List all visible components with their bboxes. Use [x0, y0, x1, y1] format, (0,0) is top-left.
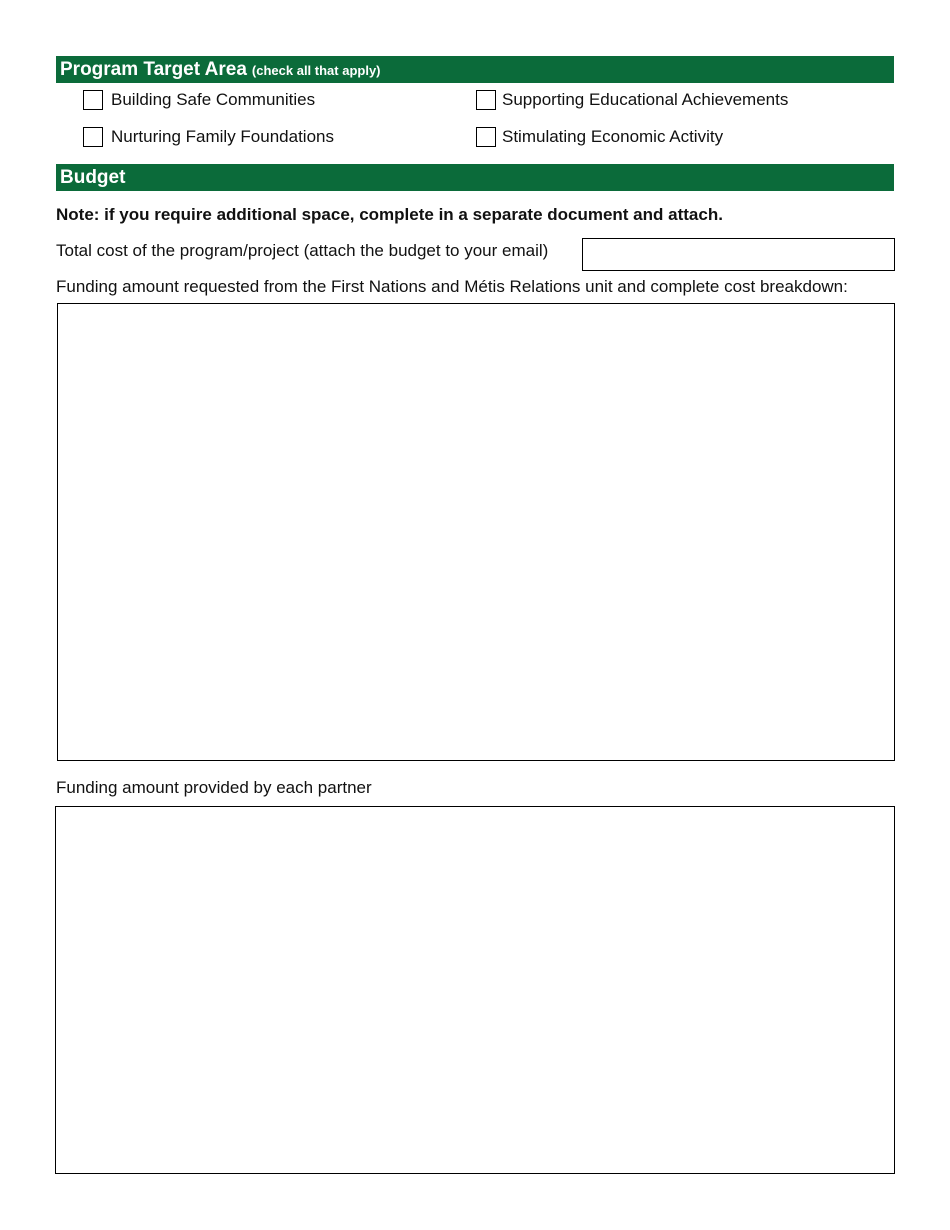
option-label: Stimulating Economic Activity: [502, 127, 724, 146]
funding-requested-textarea[interactable]: [57, 303, 895, 761]
program-target-area-header: [56, 56, 894, 83]
funding-requested-label: Funding amount requested from the First Nations and Métis Relations unit and complete cost breakdown:: [56, 277, 848, 296]
program-target-area-subtitle: (check all that apply): [251, 63, 381, 78]
checkbox-stimulating-economic-activity[interactable]: [476, 127, 496, 147]
total-cost-field[interactable]: [582, 238, 895, 271]
total-cost-label: Total cost of the program/project (attach the budget to your email): [56, 241, 549, 260]
option-label: Building Safe Communities: [111, 90, 316, 109]
option-building-safe-communities[interactable]: [83, 89, 315, 111]
partner-funding-textarea[interactable]: [55, 806, 895, 1174]
checkbox-nurturing-family-foundations[interactable]: [83, 127, 103, 147]
checkbox-building-safe-communities[interactable]: [83, 90, 103, 110]
option-label: Nurturing Family Foundations: [111, 127, 334, 146]
budget-note: Note: if you require additional space, complete in a separate document and attach.: [56, 205, 723, 224]
option-nurturing-family-foundations[interactable]: [83, 126, 334, 148]
checkbox-supporting-educational-achievements[interactable]: [476, 90, 496, 110]
budget-title: Budget: [60, 167, 126, 188]
option-supporting-educational-achievements[interactable]: [476, 89, 788, 111]
option-stimulating-economic-activity[interactable]: [476, 126, 723, 148]
partner-funding-label: Funding amount provided by each partner: [56, 778, 372, 797]
option-label: Supporting Educational Achievements: [502, 90, 789, 109]
budget-header: [56, 164, 894, 191]
program-target-area-title: Program Target Area: [60, 59, 247, 80]
